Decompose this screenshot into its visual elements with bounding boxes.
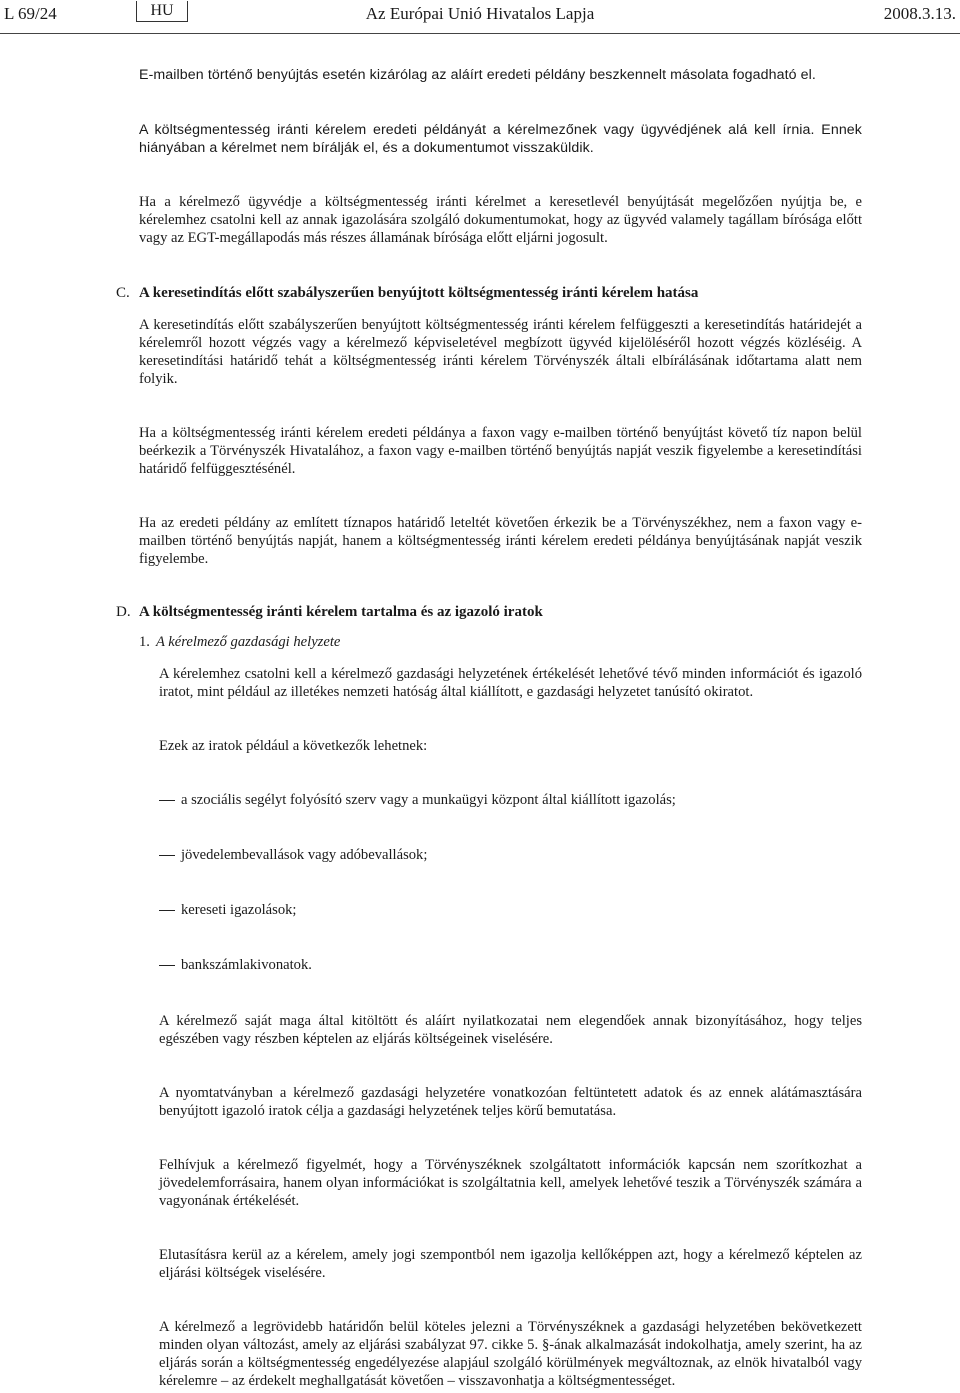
paragraph-change-notification: A kérelmező a legrövidebb határidőn belül köteles jelezni a Törvényszéknek a gazdasági helyzetében bekövetkezett minden olyan változást, amely az eljárási szabályzat 97. cikke 5. §-ának alkalmazását indokolhatja, amely szerint, ha az eljárás során a költségmentesség engedélyezése alapjául szolgáló körülmények megváltoznak, az elnök hivatalból vagy kérelemre – az érdekelt meghallgatását követően – visszavonhatja a költségmentességet.: [159, 1319, 862, 1389]
dash-marker: [159, 910, 175, 911]
paragraph-rejection: Elutasításra kerül az a kérelem, amely jogi szempontból nem igazolja kellőképpen azt, hogy a kérelmező képtelen az eljárási költségek viselésére.: [159, 1247, 862, 1281]
paragraph-asset-info: Felhívjuk a kérelmező figyelmét, hogy a Törvényszéknek szolgáltatott információk kapcsán nem szorítkozhat a jövedelemforrásaira, hanem olyan információkat is szolgáltatnia kell, amelyek lehetővé teszik a Törvényszék számára a vagyonának értékelését.: [159, 1157, 862, 1209]
issue-date: 2008.3.13.: [883, 4, 956, 23]
paragraph-email-submission: E-mailben történő benyújtás esetén kizárólag az aláírt eredeti példány beszkennelt másolata fogadható el.: [139, 67, 816, 83]
list-item: [159, 847, 427, 864]
paragraph-original-after-deadline: Ha az eredeti példány az említett tíznapos határidő leteltét követően érkezik be a Törvényszékhez, nem a faxon vagy e-mailben történő benyújtás napját, hanem a költségmentesség iránti kérelem eredeti példánya benyújtásának napját veszik figyelembe.: [139, 515, 862, 567]
dash-marker: [159, 855, 175, 856]
section-d-label: D.: [116, 604, 131, 620]
section-c-heading: [116, 285, 699, 302]
list-item: [159, 902, 297, 919]
journal-title: Az Európai Unió Hivatalos Lapja: [365, 4, 595, 23]
list-item-text: jövedelembevallások vagy adóbevallások;: [181, 847, 428, 863]
subsection-1-number: 1.: [139, 634, 150, 650]
dash-marker: [159, 800, 175, 801]
header-rule: [0, 33, 960, 34]
section-d-heading: [116, 604, 543, 621]
list-item-text: kereseti igazolások;: [181, 902, 297, 918]
section-c-title: A keresetindítás előtt szabályszerűen benyújtott költségmentesség iránti kérelem hatása: [139, 285, 699, 301]
subsection-1-title: A kérelmező gazdasági helyzete: [155, 634, 341, 650]
list-item-text: bankszámlakivonatok.: [181, 957, 312, 973]
paragraph-financial-info: A kérelemhez csatolni kell a kérelmező gazdasági helyzetének értékelését lehetővé tévő minden információt és igazoló iratot, mint például az illetékes nemzeti hatóság által kiállított, e gazdasági helyzetet tanúsító okiratot.: [159, 666, 862, 700]
subsection-1-heading: [139, 634, 340, 651]
paragraph-signature: A költségmentesség iránti kérelem eredeti példányát a kérelmezőnek vagy ügyvédjének alá kell írnia. Ennek hiányában a kérelmet nem bírálják el, és a dokumentumot visszaküldik.: [139, 122, 862, 156]
dash-marker: [159, 965, 175, 966]
paragraph-form-data: A nyomtatványban a kérelmező gazdasági helyzetére vonatkozóan feltüntetett adatok és az ennek alátámasztására benyújtott igazoló iratok célja a gazdasági helyzetének teljes körű bemutatása.: [159, 1085, 862, 1119]
list-item: [159, 792, 676, 809]
section-c-label: C.: [116, 285, 130, 301]
paragraph-lawyer-documents: Ha a kérelmező ügyvédje a költségmentesség iránti kérelmet a keresetlevél benyújtását megelőzően nyújtja be, e kérelemhez csatolni kell az annak igazolására szolgáló dokumentumokat, hogy az ügyvéd valamely tagállam bírósága előtt vagy az EGT-megállapodás más részes államának bírósága előtt eljárni jogosult.: [139, 194, 862, 246]
page-reference: L 69/24: [4, 4, 57, 23]
paragraph-deadline-suspension: A keresetindítás előtt szabályszerűen benyújtott költségmentesség iránti kérelem felfüggeszti a keresetindítás határidejét a kérelemről hozott végzés vagy a kérelmező képviseletével megbízott ügyvéd kijelöléséről hozott végzés közléséig. A keresetindítási határidő tehát a költségmentesség iránti kérelem Törvényszék általi elbírálásának időtartama alatt nem folyik.: [139, 317, 862, 387]
paragraph-self-declaration: A kérelmező saját maga által kitöltött és aláírt nyilatkozatai nem elegendőek annak bizonyításához, hogy teljes egészében vagy részben képtelen az eljárás költségeinek viselésére.: [159, 1013, 862, 1047]
list-item-text: a szociális segélyt folyósító szerv vagy a munkaügyi központ által kiállított igazolás;: [181, 792, 676, 808]
page-header: [0, 0, 960, 32]
language-tag: HU: [136, 1, 188, 22]
list-item: [159, 957, 312, 974]
paragraph-examples-intro: Ezek az iratok például a következők lehetnek:: [159, 738, 428, 754]
paragraph-original-within-ten-days: Ha a költségmentesség iránti kérelem eredeti példánya a faxon vagy e-mailben történő benyújtást követő tíz napon belül beérkezik a Törvényszék Hivatalához, a faxon vagy e-mailben történő benyújtás napját veszik figyelembe a keresetindítási határidő felfüggesztésénél.: [139, 425, 862, 477]
section-d-title: A költségmentesség iránti kérelem tartalma és az igazoló iratok: [139, 604, 543, 620]
